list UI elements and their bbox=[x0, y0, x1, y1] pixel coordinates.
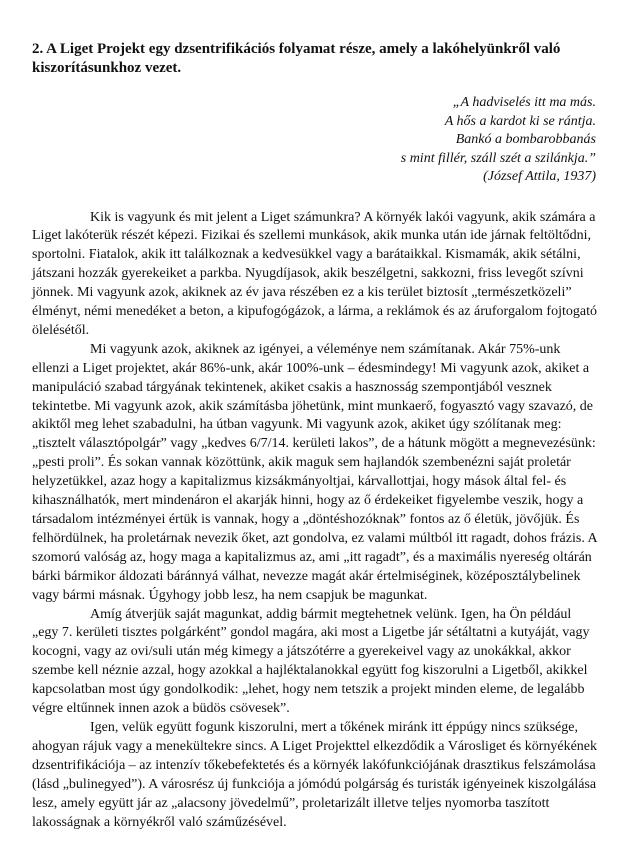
epigraph-line: s mint fillér, száll szét a szilánkja.” bbox=[400, 150, 596, 166]
body-text bbox=[32, 209, 598, 833]
paragraph: Kik is vagyunk és mit jelent a Liget számunkra? A környék lakói vagyunk, akik számára a Liget lakóterük részét képezi. Fizikai és szellemi munkások, akik munka után ide járnak feltöltődni, sportolni. Fiatalok, akik itt találkoznak a kedvesükkel vagy a barátaikkal. Kismamák, akik sétálni, játszani hozzák gyerekeiket a parkba. Nyugdíjasok, akik beszélgetni, sakkozni, friss levegőt szívni jönnek. Mi vagyunk azok, akiknek az év java részében ez a kis terület biztosít „természetközeli” élményt, némi menedéket a beton, a kipufogógázok, a lárma, a reklámok és az áruforgalom fojtogató ölelésétől. bbox=[32, 209, 597, 338]
epigraph bbox=[32, 94, 598, 187]
epigraph-line: A hős a kardot ki se rántja. bbox=[444, 113, 596, 129]
paragraph: Mi vagyunk azok, akiknek az igényei, a véleménye nem számítanak. Akár 75%-unk ellenzi a Liget projektet, akár 86%-unk, akár 100%-unk – édesmindegy! Mi vagyunk azok, akiket a manipuláció szabad tárgyának tekintenek, akiket csakis a hasznosság szempontjából vesznek tekintetbe. Mi vagyunk azok, akik számításba jöhetünk, mint munkaerő, fogyasztó vagy szavazó, de akiktől meg lehet szabadulni, ha útban vagyunk. Mi vagyunk azok, akiket úgy szólítanak meg: „tisztelt választópolgár” vagy „kedves 6/7/14. kerületi lakos”, de a hátunk mögött a megnevezésünk: „pesti proli”. És sokan vannak közöttünk, akik maguk sem hajlandók szembenézni saját proletár helyzetükkel, azaz hogy a kapitalizmus kizsákmányoltjai, kárvallottjai, hogy mások által fel- és kihasználhatók, mert mindenáron el akarják hinni, hogy az ő érdekeiket figyelembe veszik, hogy a társadalom intézményei értük is vannak, hogy a „döntéshozóknak” fontos az ő életük, jövőjük. És felhördülnek, ha proletárnak nevezik őket, azt gondolva, ez valami múltból itt ragadt, dohos frázis. A szomorú valóság az, hogy maga a kapitalizmus az, ami „itt ragadt”, és a maximális nyereség oltárán bárki bármikor áldozati báránnyá válhat, nevezze magát akár értelmiséginek, középosztálybelinek vagy bármi másnak. Úgyhogy jobb lesz, ha nem csapjuk be magunkat. bbox=[32, 341, 597, 603]
paragraph: Amíg átverjük saját magunkat, addig bármit megtehetnek velünk. Igen, ha Ön például „egy 7. kerületi tisztes polgárként” gondol magára, aki most a Ligetbe jár sétáltatni a kutyáját, vagy kocogni, vagy az ovi/suli után még kimegy a játszótérre a gyerekeivel vagy az unokákkal, akkor szembe kell néznie azzal, hogy azokkal a hajléktalanokkal együtt fog kiszorulni a Ligetből, akikkel kapcsolatban most úgy gondolkodik: „lehet, hogy nem tetszik a projekt minden eleme, de legalább végre eltűnnek innen azok a büdös csövesek”. bbox=[32, 606, 590, 717]
paragraph: Igen, velük együtt fogunk kiszorulni, mert a tőkének miránk itt éppúgy nincs szüksége, ahogyan rájuk vagy a menekültekre sincs. A Liget Projekttel elkezdődik a Városliget és környékének dzsentrifikációja – az intenzív tőkebefektetés és a környék lakófunkciójának drasztikus felszámolása (lásd „bulinegyed”). A városrész új funkciója a jómódú polgárság és turisták igényeinek kiszolgálása lesz, amely együtt jár az „alacsony jövedelmű”, proletarizált illetve teljes nyomorba taszított lakosságnak a környékről való száműzésével. bbox=[32, 719, 598, 830]
document-page bbox=[32, 40, 598, 832]
epigraph-line: „A hadviselés itt ma más. bbox=[452, 95, 596, 110]
epigraph-line: Bankó a bombarobbanás bbox=[455, 132, 596, 147]
section-heading: 2. A Liget Projekt egy dzsentrifikációs folyamat része, amely a lakóhelyünkről való kiszorításunkhoz vezet. bbox=[32, 41, 561, 76]
epigraph-attribution: (József Attila, 1937) bbox=[483, 169, 596, 184]
